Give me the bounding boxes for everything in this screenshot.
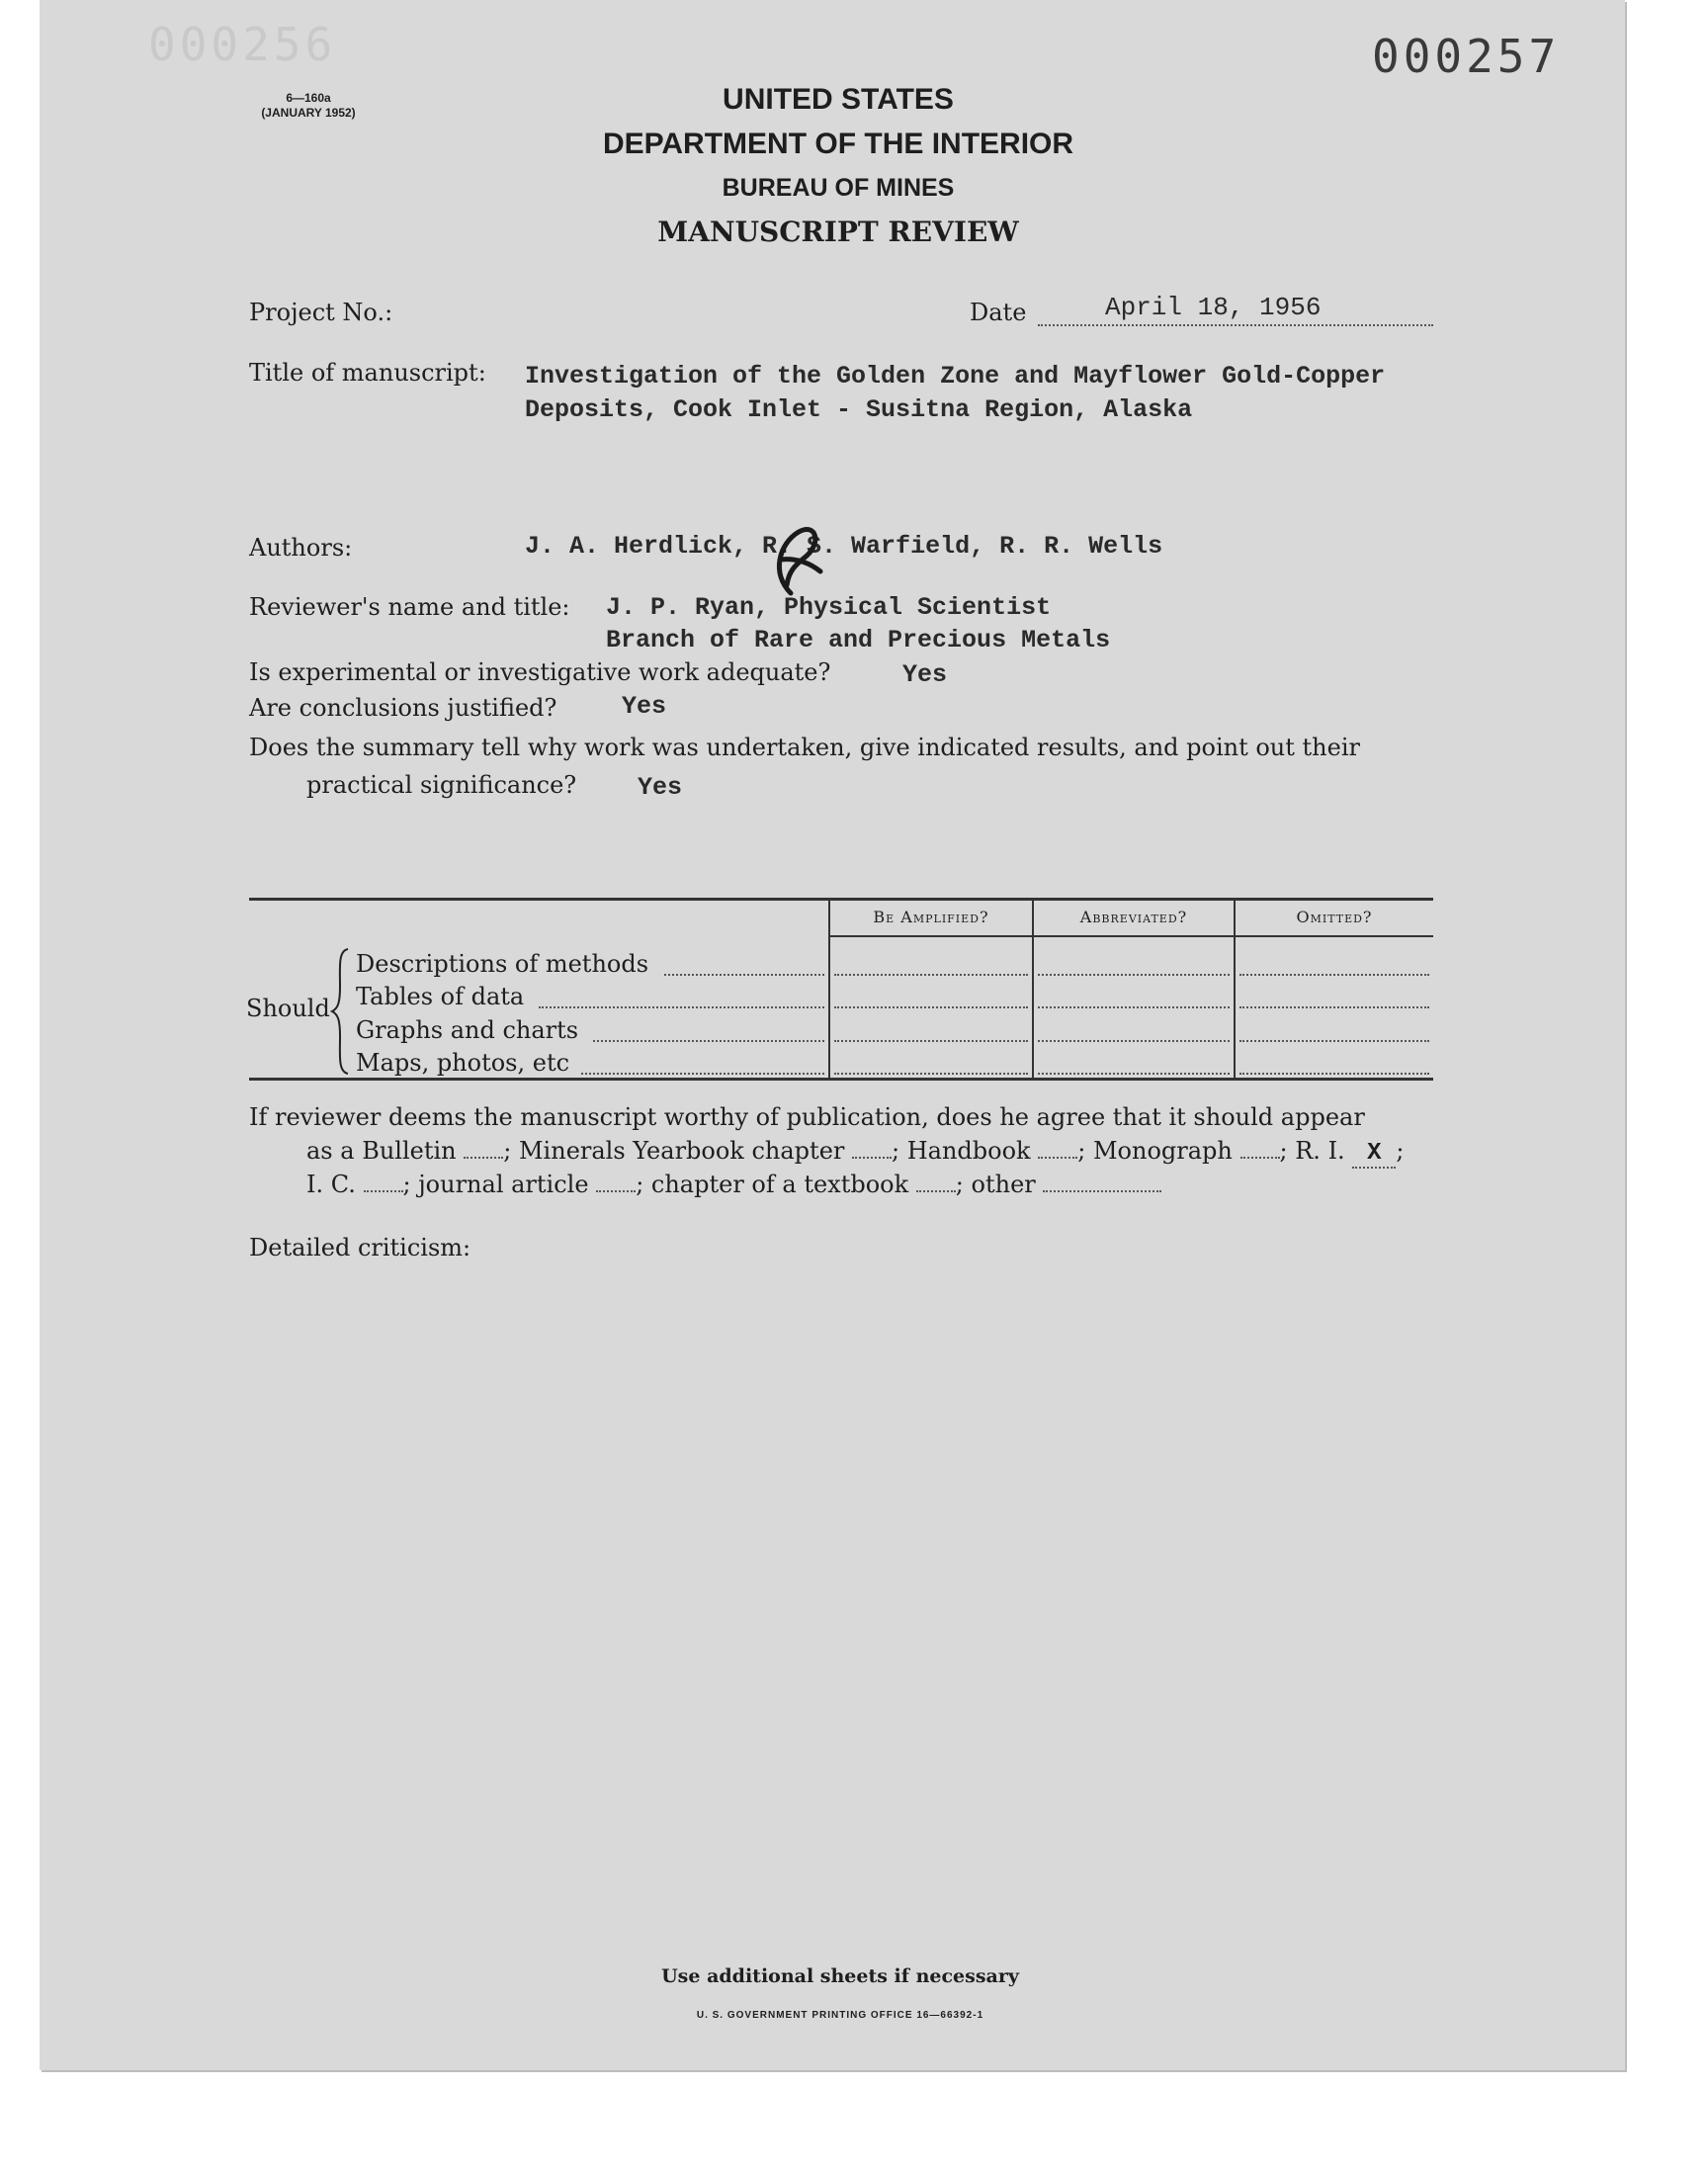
cell-line (834, 1006, 1028, 1008)
publication-question: If reviewer deems the manuscript worthy of publication, does he agree that it should appear (249, 1103, 1365, 1131)
cell-line (1239, 974, 1429, 976)
handwritten-initial-mark (761, 514, 830, 603)
opt-handbook: Handbook (906, 1137, 1031, 1165)
opt-ri-mark: X (1352, 1140, 1396, 1169)
cell-line (834, 1073, 1028, 1075)
authors-value: J. A. Herdlick, R. S. Warfield, R. R. Wells (525, 532, 1163, 561)
opt-monograph: Monograph (1092, 1137, 1233, 1165)
opt-textbook: chapter of a textbook (650, 1171, 909, 1198)
row-graphs: Graphs and charts (356, 1016, 579, 1044)
table-top-rule (249, 898, 1433, 901)
printer-imprint: U. S. GOVERNMENT PRINTING OFFICE 16—66392-1 (696, 2010, 984, 2021)
question-summary: Does the summary tell why work was undertaken, give indicated results, and point out their (249, 734, 1360, 761)
department-heading: DEPARTMENT OF THE INTERIOR (602, 128, 1074, 160)
cell-line (1239, 1006, 1429, 1008)
table-col-divider-2 (1032, 901, 1034, 1078)
form-code-date: (JANUARY 1952) (261, 106, 356, 120)
title-label: Title of manuscript: (249, 359, 486, 387)
opt-journal: journal article (418, 1171, 589, 1198)
opt-bulletin: as a Bulletin (306, 1137, 457, 1165)
document-number: 000257 (1372, 30, 1561, 83)
answer-adequate: Yes (902, 660, 948, 689)
leader-graphs (593, 1040, 824, 1042)
col-be-amplified: Be Amplified? (873, 908, 989, 926)
row-tables: Tables of data (356, 983, 525, 1010)
table-col-divider-1 (828, 901, 830, 1078)
form-code-number: 6—160a (286, 91, 331, 105)
cell-line (1038, 1006, 1230, 1008)
leader-maps (581, 1073, 824, 1075)
opt-ic: I. C. (306, 1171, 356, 1198)
leader-tables (539, 1006, 824, 1008)
should-group-label: Should (246, 995, 330, 1022)
title-line-2: Deposits, Cook Inlet - Susitna Region, Alaska (525, 395, 1193, 424)
col-abbreviated: Abbreviated? (1079, 908, 1188, 926)
question-summary-cont: practical significance? (306, 771, 577, 799)
opt-other: other (971, 1171, 1036, 1198)
table-header-rule (828, 935, 1433, 937)
authors-label: Authors: (249, 534, 353, 562)
row-maps: Maps, photos, etc (356, 1049, 570, 1077)
cell-line (1038, 1073, 1230, 1075)
opt-ri: R. I. (1295, 1137, 1345, 1165)
publication-options-line-3: I. C. ; journal article ; chapter of a textbook ; other (306, 1171, 1161, 1198)
cell-line (1038, 1040, 1230, 1042)
question-adequate: Is experimental or investigative work adequate? (249, 658, 831, 686)
publication-options-line-2: as a Bulletin ; Minerals Yearbook chapter ; Handbook ; Monograph ; R. I. X ; (306, 1137, 1405, 1167)
col-omitted: Omitted? (1296, 908, 1373, 926)
cell-line (834, 974, 1028, 976)
date-value: April 18, 1956 (1105, 293, 1322, 322)
reviewer-label: Reviewer's name and title: (249, 593, 570, 621)
project-label: Project No.: (249, 299, 393, 326)
reviewer-line-2: Branch of Rare and Precious Metals (606, 626, 1111, 654)
answer-summary: Yes (638, 773, 683, 802)
cell-line (1239, 1040, 1429, 1042)
answer-conclusions: Yes (622, 692, 667, 721)
brace-symbol (330, 947, 352, 1076)
title-line-1: Investigation of the Golden Zone and Mayflower Gold-Copper (525, 362, 1386, 391)
agency-heading: UNITED STATES (723, 83, 954, 116)
cell-line (1038, 974, 1230, 976)
table-bottom-rule (249, 1078, 1433, 1081)
bureau-heading: BUREAU OF MINES (722, 174, 955, 202)
leader-descriptions (664, 974, 824, 976)
date-label: Date (970, 299, 1027, 326)
cell-line (1239, 1073, 1429, 1075)
form-title: MANUSCRIPT REVIEW (657, 216, 1019, 248)
opt-yearbook: Minerals Yearbook chapter (518, 1137, 845, 1165)
date-field-line (1038, 324, 1433, 326)
cell-line (834, 1040, 1028, 1042)
ghost-document-number: 000256 (148, 18, 337, 71)
question-conclusions: Are conclusions justified? (249, 694, 557, 722)
criticism-label: Detailed criticism: (249, 1234, 471, 1262)
row-descriptions: Descriptions of methods (356, 950, 649, 978)
table-col-divider-3 (1234, 901, 1236, 1078)
footer-note: Use additional sheets if necessary (661, 1965, 1019, 1987)
reviewer-line-1: J. P. Ryan, Physical Scientist (606, 593, 1052, 622)
